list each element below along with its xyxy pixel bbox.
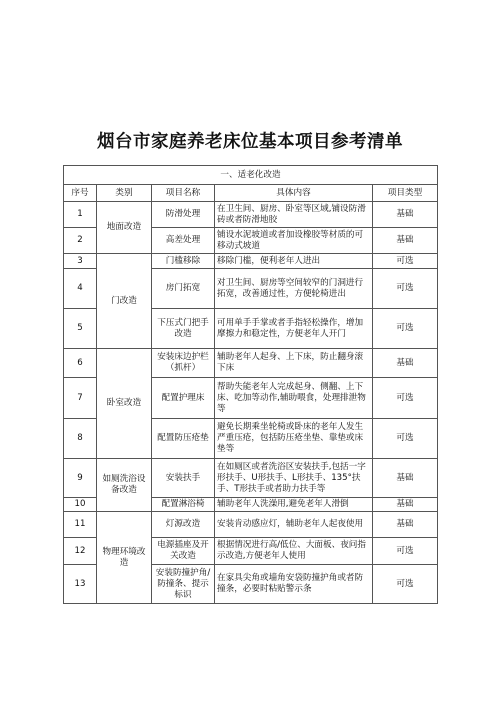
row-no: 8 — [64, 419, 97, 459]
row-name: 配置护理床 — [152, 378, 215, 419]
category-bedroom: 卧室改造 — [97, 349, 152, 459]
row-type: 基础 — [373, 512, 438, 538]
row-name: 安装床边护栏（抓杆） — [152, 349, 215, 378]
project-list-table — [63, 165, 438, 604]
row-type: 基础 — [373, 228, 438, 254]
row-content: 可用单手手掌或者手指轻松操作，增加摩擦力和稳定性，方便老年人开门 — [215, 309, 373, 349]
row-no: 12 — [64, 538, 97, 565]
row-name: 防滑处理 — [152, 202, 215, 228]
header-name: 项目名称 — [152, 185, 215, 202]
row-no: 1 — [64, 202, 97, 228]
row-no: 11 — [64, 512, 97, 538]
row-content: 辅助老年人洗澡用,避免老年人滑倒 — [215, 498, 373, 512]
row-type: 可选 — [373, 538, 438, 565]
header-content: 具体内容 — [215, 185, 373, 202]
section-title: 一、适老化改造 — [64, 166, 438, 185]
row-no: 10 — [64, 498, 97, 512]
row-name: 安装扶手 — [152, 459, 215, 498]
row-type: 基础 — [373, 498, 438, 512]
row-type: 基础 — [373, 202, 438, 228]
table-row — [64, 254, 438, 269]
category-door: 门改造 — [97, 254, 152, 349]
row-name: 门槛移除 — [152, 254, 215, 269]
row-content: 辅助老年人起身、上下床，防止翻身滚下床 — [215, 349, 373, 378]
header-type: 项目类型 — [373, 185, 438, 202]
row-no: 3 — [64, 254, 97, 269]
section-row — [64, 166, 438, 185]
row-name: 配置防压疮垫 — [152, 419, 215, 459]
row-content: 避免长期乘坐轮椅或卧床的老年人发生严重压疮，包括防压疮坐垫、靠垫或床垫等 — [215, 419, 373, 459]
row-type: 可选 — [373, 269, 438, 309]
row-name: 灯源改造 — [152, 512, 215, 538]
row-content: 在卫生间、厨房、卧室等区域,铺设防滑砖或者防滑地胶 — [215, 202, 373, 228]
row-type: 可选 — [373, 254, 438, 269]
row-name: 安装防撞护角/防撞条、提示标识 — [152, 565, 215, 604]
row-name: 电源插座及开关改造 — [152, 538, 215, 565]
row-no: 7 — [64, 378, 97, 419]
table-row — [64, 459, 438, 498]
header-row — [64, 185, 438, 202]
row-content: 在如厕区或者洗浴区安装扶手,包括一字形扶手、U形扶手、L形扶手、135°扶手、T形扶手或者助力扶手等 — [215, 459, 373, 498]
row-content: 根据情况进行高/低位、大面板、夜问指示改造,方便老年人使用 — [215, 538, 373, 565]
row-name: 配置淋浴椅 — [152, 498, 215, 512]
row-no: 9 — [64, 459, 97, 498]
row-name: 房门拓宽 — [152, 269, 215, 309]
row-type: 可选 — [373, 378, 438, 419]
row-content: 铺设水泥坡道或者加设橡胶等材质的可移动式坡道 — [215, 228, 373, 254]
category-floor: 地面改造 — [97, 202, 152, 254]
row-no: 2 — [64, 228, 97, 254]
row-type: 可选 — [373, 309, 438, 349]
row-name: 下压式门把手改造 — [152, 309, 215, 349]
category-env: 物理环境改造 — [97, 512, 152, 604]
row-content: 帮助失能老年人完成起身、侧翻、上下床、吃加等动作,辅助喂食，处理排泄物等 — [215, 378, 373, 419]
row-type: 可选 — [373, 565, 438, 604]
table-row — [64, 202, 438, 228]
row-type: 可选 — [373, 419, 438, 459]
header-category: 类别 — [97, 185, 152, 202]
row-name: 高差处理 — [152, 228, 215, 254]
row-no: 6 — [64, 349, 97, 378]
row-no: 5 — [64, 309, 97, 349]
row-type: 基础 — [373, 349, 438, 378]
header-no: 序号 — [64, 185, 97, 202]
row-no: 13 — [64, 565, 97, 604]
row-content: 对卫生间、厨房等空间较窄的门洞进行拓宽，改善通过性，方便轮椅进出 — [215, 269, 373, 309]
table-row — [64, 349, 438, 378]
row-content: 在家具尖角或墙角安袋防撞护角或者防撞条，必要时粘贴警示条 — [215, 565, 373, 604]
page-title: 烟台市家庭养老床位基本项目参考清单 — [97, 132, 403, 152]
row-type: 基础 — [373, 459, 438, 498]
table-row — [64, 512, 438, 538]
row-no: 4 — [64, 269, 97, 309]
category-bath: 如厕洗浴设备改造 — [97, 459, 152, 512]
row-content: 移除门槛，便利老年人进出 — [215, 254, 373, 269]
row-content: 安装肯动感应灯，辅助老年人起夜使用 — [215, 512, 373, 538]
